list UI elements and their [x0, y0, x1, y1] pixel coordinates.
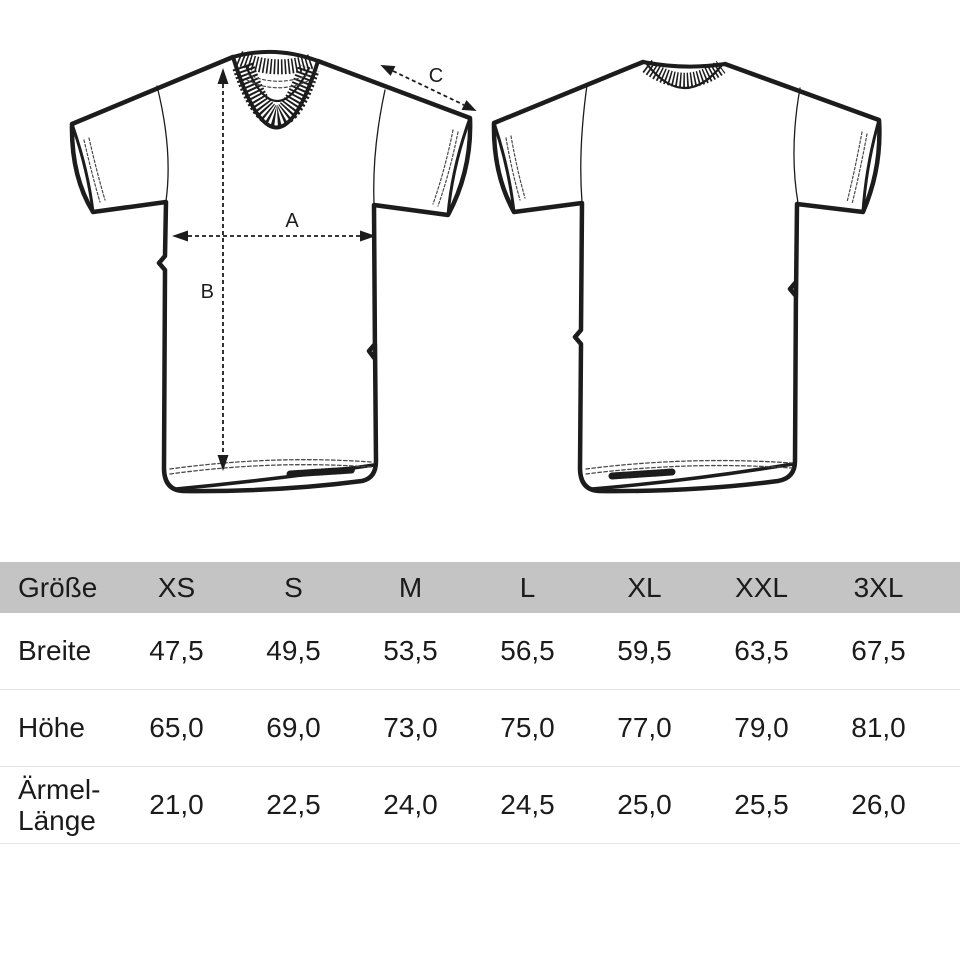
cell-hoehe-3xl: 81,0	[851, 712, 906, 743]
back-outline	[494, 62, 879, 491]
cell-aermel-s: 22,5	[266, 789, 321, 820]
row-label-hoehe: Höhe	[18, 712, 85, 744]
height-label: B	[200, 281, 214, 303]
cell-aermel-xs: 21,0	[149, 789, 204, 820]
col-header-xs: XS	[157, 571, 196, 603]
col-header-3xl: 3XL	[853, 571, 904, 603]
cell-breite-xs: 47,5	[149, 635, 204, 666]
width-arrowhead-left	[172, 231, 188, 242]
dimension-arrows	[172, 65, 477, 471]
cell-breite-s: 49,5	[266, 635, 321, 666]
cell-breite-xl: 59,5	[617, 635, 672, 666]
height-arrow	[201, 68, 229, 471]
col-header-size: Größe	[18, 571, 98, 603]
row-label-aermellaenge: Ärmel-Länge	[18, 773, 101, 836]
cell-hoehe-s: 69,0	[266, 712, 321, 743]
row-label-breite: Breite	[18, 635, 92, 667]
tshirt-back-drawing	[494, 62, 879, 491]
cell-aermel-3xl: 26,0	[851, 789, 906, 820]
table-row-hoehe	[0, 690, 960, 767]
back-collar-top-edge	[643, 62, 725, 67]
col-header-m: M	[398, 571, 423, 603]
sleeve-arrowhead-left	[380, 65, 395, 76]
col-header-l: L	[519, 571, 536, 603]
cell-hoehe-m: 73,0	[383, 712, 438, 743]
cell-hoehe-xxl: 79,0	[734, 712, 789, 743]
back-left-armhole-seam	[581, 85, 587, 202]
cell-hoehe-l: 75,0	[500, 712, 555, 743]
cell-breite-xxl: 63,5	[734, 635, 789, 666]
sleeve-label: C	[428, 65, 444, 87]
tshirt-front-drawing	[72, 52, 470, 491]
height-arrowhead-top	[218, 68, 229, 84]
width-label: A	[285, 210, 299, 232]
cell-breite-l: 56,5	[500, 635, 555, 666]
back-hem-ribbing-patch	[612, 472, 672, 476]
table-row-breite	[0, 613, 960, 690]
cell-breite-3xl: 67,5	[851, 635, 906, 666]
cell-breite-m: 53,5	[383, 635, 438, 666]
front-left-armhole-seam	[157, 86, 168, 201]
cell-aermel-m: 24,0	[383, 789, 438, 820]
front-right-armhole-seam	[374, 90, 385, 203]
size-table	[0, 562, 960, 844]
back-cuff-stitches	[506, 132, 867, 204]
front-hem-ribbing-patch	[290, 470, 352, 474]
col-header-xl: XL	[627, 571, 662, 603]
back-right-armhole-seam	[794, 88, 800, 203]
cell-aermel-xxl: 25,5	[734, 789, 789, 820]
cell-aermel-l: 24,5	[500, 789, 555, 820]
front-outline	[72, 57, 470, 491]
cell-hoehe-xs: 65,0	[149, 712, 204, 743]
table-row-aermellaenge	[0, 767, 960, 844]
cell-aermel-xl: 25,0	[617, 789, 672, 820]
col-header-s: S	[284, 571, 303, 603]
cell-hoehe-xl: 77,0	[617, 712, 672, 743]
col-header-xxl: XXL	[735, 571, 788, 603]
table-header-row	[0, 562, 960, 613]
sleeve-arrowhead-right	[462, 100, 477, 111]
front-cuff-stitches	[84, 130, 458, 206]
width-arrow	[172, 210, 376, 242]
